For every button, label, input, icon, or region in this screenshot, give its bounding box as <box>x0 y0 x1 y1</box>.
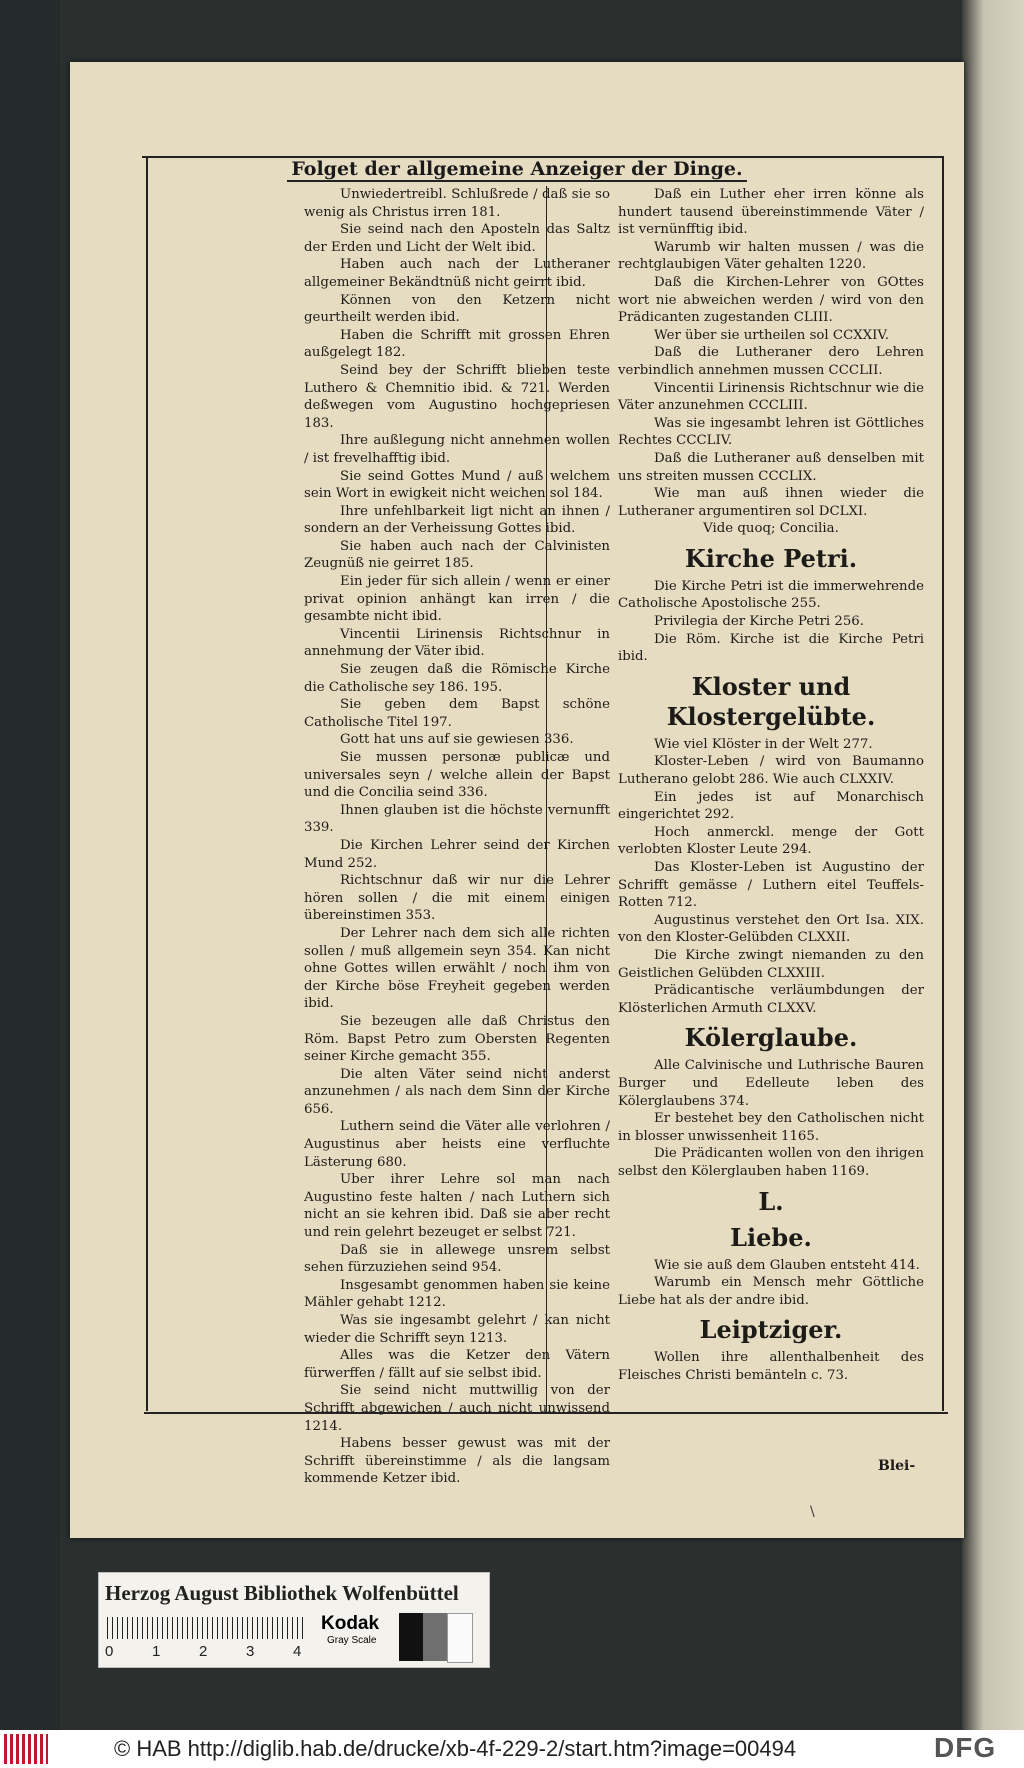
index-entry: Sie seind nicht muttwillig von der Schrifft abgewichen / auch nicht unwissend 1214. <box>304 1383 610 1434</box>
page-header-text: Folget der allgemeine Anzeiger der Dinge. <box>287 158 746 182</box>
index-entry: Richtschnur daß wir nur die Lehrer hören sollen / die mit einem einigen übereinstimen 353. <box>304 873 610 924</box>
section-heading: L. <box>758 1186 784 1216</box>
index-entry: Seind bey der Schrifft blieben teste Luthero & Chemnitio ibid. & 721. Werden deßwegen vom Augustino hochgepriesen 183. <box>304 362 610 431</box>
index-entry: Wie sie auß dem Glauben entsteht 414. <box>654 1257 920 1273</box>
catchword: Blei- <box>878 1458 916 1474</box>
section-heading: Leiptziger. <box>699 1315 843 1345</box>
footer-source-link[interactable]: © HAB http://diglib.hab.de/drucke/xb-4f-229-2/start.htm?image=00494 <box>114 1736 797 1761</box>
index-entry: Die Kirchen Lehrer seind der Kirchen Mund 252. <box>304 837 610 871</box>
index-entry: Was sie ingesambt lehren ist Göttliches Rechtes CCCLIV. <box>618 415 924 449</box>
scale-number: 2 <box>199 1643 208 1660</box>
index-entry: Sie bezeugen alle daß Christus den Röm. Bapst Petro zum Obersten Regenten seiner Kirche gemacht 355. <box>304 1013 610 1065</box>
index-entry: Wie viel Klöster in der Welt 277. <box>654 736 873 752</box>
index-entry: Daß sie in allewege unsrem selbst sehen fürzuziehen seind 954. <box>304 1242 610 1276</box>
index-entry: Luthern seind die Väter alle verlohren / Augustinus aber heists eine verfluchte Lästerung 680. <box>304 1119 610 1170</box>
scale-number: 3 <box>246 1643 255 1660</box>
scan-background-left <box>0 0 60 1730</box>
index-entry: Können von den Ketzern nicht geurtheilt werden ibid. <box>304 292 610 326</box>
section-heading: Kirche Petri. <box>684 543 858 573</box>
index-entry: Die Kirche zwingt niemanden zu den Geistlichen Gelübden CLXXIII. <box>618 947 924 981</box>
index-entry: Warumb wir halten mussen / was die rechtglaubigen Väter gehalten 1220. <box>618 239 924 273</box>
document-page <box>70 62 964 1538</box>
cross-reference: Vide quoq; Concilia. <box>703 521 839 537</box>
library-name: Herzog August Bibliothek Wolfenbüttel <box>105 1581 459 1605</box>
section-heading: Liebe. <box>730 1222 812 1252</box>
index-entry: Warumb ein Mensch mehr Göttliche Liebe hat als der andre ibid. <box>618 1275 924 1308</box>
section-heading: Kölerglaube. <box>684 1023 858 1053</box>
index-entry: Kloster-Leben / wird von Baumanno Lutherano gelobt 286. Wie auch CLXXIV. <box>618 754 924 788</box>
index-entry: Sie mussen personæ publicæ und universales seyn / welche allein der Bapst und die Concilia seind 336. <box>304 750 610 801</box>
left-column <box>304 186 610 1488</box>
scale-number: 0 <box>105 1643 114 1660</box>
scale-number: 1 <box>152 1643 161 1660</box>
index-entry: Ihre außlegung nicht annehmen wollen / ist frevelhafftig ibid. <box>304 433 610 466</box>
index-entry: Privilegia der Kirche Petri 256. <box>654 614 864 630</box>
scale-number: 4 <box>293 1643 302 1660</box>
index-entry: Sie geben dem Bapst schöne Catholische Titel 197. <box>304 697 610 730</box>
right-column <box>618 186 924 1384</box>
index-entry: Prädicantische verläumbdungen der Klösterlichen Armuth CLXXV. <box>618 983 924 1016</box>
index-entry: Ein jedes ist auf Monarchisch eingerichtet 292. <box>618 789 924 823</box>
index-entry: Hoch anmerckl. menge der Gott verlobten Kloster Leute 294. <box>618 824 924 858</box>
index-entry: Der Lehrer nach dem sich alle richten sollen / muß allgemein seyn 354. Kan nicht ohne Gottes willen erwählt / noch ihm von der Kirche böse Freyheit gegeben werden ibid. <box>304 925 610 1012</box>
index-entry: Ihnen glauben ist die höchste vernunfft 339. <box>304 802 610 836</box>
index-entry: Sie haben auch nach der Calvinisten Zeugnüß nie geirret 185. <box>304 538 610 572</box>
gray-scale-label: Gray Scale <box>327 1635 377 1646</box>
index-entry: Sie zeugen daß die Römische Kirche die Catholische sey 186. 195. <box>304 662 610 695</box>
footer-bar <box>0 1730 1024 1768</box>
index-entry: Sie seind nach den Aposteln das Saltz der Erden und Licht der Welt ibid. <box>304 222 610 255</box>
hab-logo-icon <box>4 1734 48 1764</box>
color-target-card <box>98 1572 490 1668</box>
index-entry: Habens besser gewust was mit der Schrifft übereinstimme / als die langsam kommende Ketzer ibid. <box>304 1436 610 1487</box>
index-entry: Die Prädicanten wollen von den ihrigen selbst den Kölerglauben haben 1169. <box>618 1146 924 1179</box>
gray-swatch-white <box>447 1613 473 1663</box>
index-entry: Wollen ihre allenthalbenheit des Fleisches Christi bemänteln c. 73. <box>618 1350 924 1383</box>
index-entry: Ihre unfehlbarkeit ligt nicht an ihnen / sondern an der Verheissung Gottes ibid. <box>304 503 610 537</box>
index-entry: Ein jeder für sich allein / wenn er einer privat opinion anhängt kan irren / die gesambte nicht ibid. <box>304 574 610 625</box>
index-entry: Insgesambt genommen haben sie keine Mähler gehabt 1212. <box>304 1277 610 1311</box>
index-entry: Sie seind Gottes Mund / auß welchem sein Wort in ewigkeit nicht weichen sol 184. <box>304 468 610 502</box>
index-entry: Uber ihrer Lehre sol man nach Augustino feste halten / nach Luthern sich nicht an sie kehren ibid. Daß sie aber recht und rein gelehrt bezeuget er selbst 721. <box>304 1172 610 1241</box>
dfg-logo: DFG <box>934 1732 997 1763</box>
index-entry: Unwiedertreibl. Schlußrede / daß sie so wenig als Christus irren 181. <box>304 187 610 220</box>
index-entry: Alles was die Ketzer den Vätern fürwerffen / fällt auf sie selbst ibid. <box>304 1348 610 1381</box>
scale-ruler <box>107 1617 307 1639</box>
index-entry: Die Kirche Petri ist die immerwehrende Catholische Apostolische 255. <box>618 578 924 612</box>
index-entry: Daß ein Luther eher irren könne als hundert tausend übereinstimmende Väter / ist vernünfftig ibid. <box>618 187 924 238</box>
index-entry: Daß die Lutheraner dero Lehren verbindlich annehmen mussen CCCLII. <box>618 345 924 378</box>
index-entry: Er bestehet bey den Catholischen nicht in blosser unwissenheit 1165. <box>618 1111 924 1144</box>
index-entry: Haben auch nach der Lutheraner allgemeiner Bekändtnüß nicht geirrt ibid. <box>304 257 610 290</box>
index-entry: Daß die Kirchen-Lehrer von GOttes wort nie abweichen werden / wird von den Prädicanten zugestanden CLIII. <box>618 274 924 326</box>
index-entry: Vincentii Lirinensis Richtschnur wie die Väter anzunehmen CCCLIII. <box>618 380 924 414</box>
footer-rule <box>144 1412 948 1414</box>
index-entry: Daß die Lutheraner auß denselben mit uns streiten mussen CCCLIX. <box>618 450 924 484</box>
scale-numbers <box>105 1643 340 1660</box>
index-entry: Alle Calvinische und Luthrische Bauren Burger und Edelleute leben des Kölerglaubens 374. <box>618 1058 924 1109</box>
gray-swatch-black <box>399 1613 423 1661</box>
page-mark: \ <box>810 1504 815 1520</box>
index-entry: Vincentii Lirinensis Richtschnur in annehmung der Väter ibid. <box>304 626 610 660</box>
index-entry: Die alten Väter seind nicht anderst anzunehmen / als nach dem Sinn der Kirche 656. <box>304 1066 610 1117</box>
section-heading: Kloster und Klostergelübte. <box>666 671 876 731</box>
index-entry: Das Kloster-Leben ist Augustino der Schrifft gemässe / Luthern eitel Teuffels-Rotten 712. <box>618 860 924 911</box>
index-entry: Haben die Schrifft mit grossen Ehren außgelegt 182. <box>304 327 610 361</box>
index-entry: Die Röm. Kirche ist die Kirche Petri ibid. <box>618 631 924 665</box>
index-entry: Wer über sie urtheilen sol CCXXIV. <box>654 327 889 343</box>
kodak-logo: Kodak <box>321 1613 380 1634</box>
index-entry: Augustinus verstehet den Ort Isa. XIX. von den Kloster-Gelübden CLXXII. <box>618 912 924 946</box>
index-entry: Gott hat uns auf sie gewiesen 336. <box>340 732 574 748</box>
gray-swatch-mid <box>423 1613 447 1661</box>
index-entry: Wie man auß ihnen wieder die Lutheraner argumentiren sol DCLXI. <box>618 486 924 519</box>
scan-background-right <box>962 0 1024 1730</box>
index-entry: Was sie ingesambt gelehrt / kan nicht wieder die Schrifft seyn 1213. <box>304 1313 610 1346</box>
